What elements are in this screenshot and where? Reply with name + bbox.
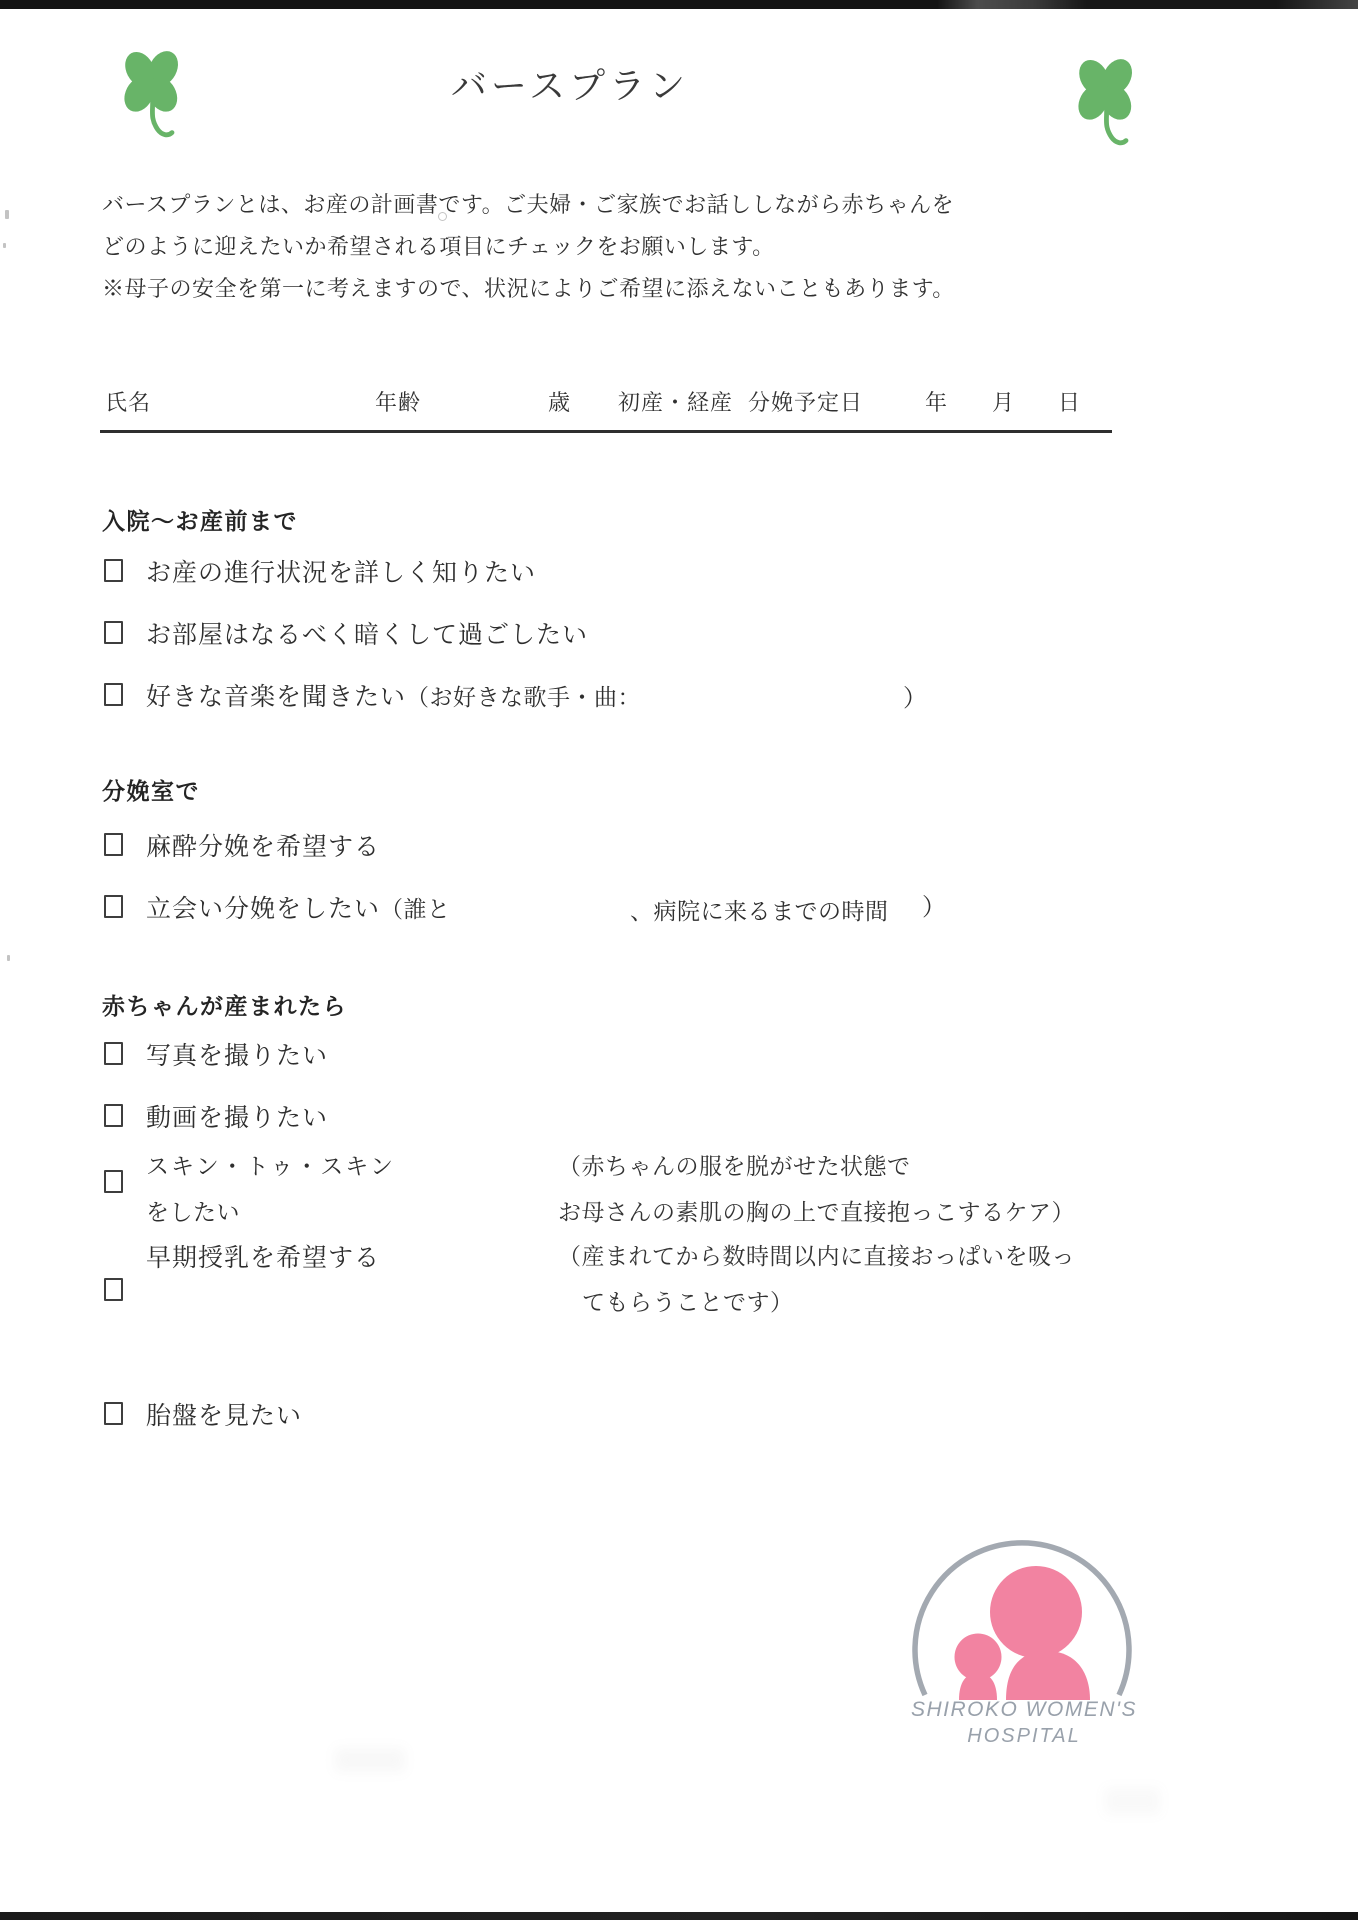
due-year-fill-blank[interactable] [864,384,919,414]
name-fill-blank[interactable] [170,384,365,414]
checkbox-partner-present[interactable] [104,895,123,918]
month-label: 月 [992,390,1016,415]
name-row-underline [100,430,1112,433]
partner-who-fill-blank[interactable] [462,889,622,919]
section-heading-delivery-room: 分娩室で [102,778,200,804]
item-label-early-breastfeeding: 早期授乳を希望する [146,1244,381,1272]
section-heading-after-birth: 赤ちゃんが産まれたら [102,993,347,1019]
scan-artifact-speck [7,955,10,961]
music-close-paren: ） [903,685,927,712]
due-month-fill-blank[interactable] [950,384,988,414]
scan-artifact-smudge [1105,1788,1160,1814]
music-fill-blank[interactable] [640,677,895,707]
partner-close-paren: ） [922,894,946,921]
checkbox-video[interactable] [104,1104,123,1127]
checkbox-music[interactable] [104,683,123,706]
item-label-dark-room: お部屋はなるべく暗くして過ごしたい [146,621,589,649]
section-heading-before-birth: 入院～お産前まで [102,508,298,534]
note-early-breastfeeding-line1: （産まれてから数時間以内に直接おっぱいを吸っ [558,1243,1075,1269]
hospital-name-line2: HOSPITAL [967,1725,1081,1747]
age-label: 年齢 [375,390,422,415]
scan-artifact-speck [5,210,9,219]
checkbox-dark-room[interactable] [104,621,123,644]
clover-icon [112,34,192,156]
parity-label: 初産・経産 [618,390,734,415]
note-skin-to-skin-line1: （赤ちゃんの服を脱がせた状態で [558,1153,911,1179]
item-label-music-main: 好きな音楽を聞きたい [146,683,407,711]
item-label-partner-paren: （誰と [380,896,451,922]
hospital-name-line1: SHIROKO WOMEN'S [910,1698,1138,1721]
due-day-fill-blank[interactable] [1016,384,1054,414]
item-label-skin-to-skin-line1: スキン・トゥ・スキン [146,1153,395,1179]
scan-artifact-smudge [335,1748,405,1772]
intro-paragraph [102,184,1202,310]
name-label: 氏名 [105,390,152,415]
due-date-label: 分娩予定日 [748,390,864,415]
intro-line-2: どのように迎えたいか希望される項目にチェックをお願いします。 [102,234,775,259]
age-fill-blank[interactable] [428,384,540,414]
scan-artifact-speck [3,243,6,248]
hospital-logo [900,1538,1148,1773]
age-unit-label: 歳 [548,390,572,415]
intro-line-1: バースプランとは、お産の計画書です。ご夫婦・ご家族でお話ししながら赤ちゃんを [102,192,955,217]
day-label: 日 [1058,390,1082,415]
item-label-see-placenta: 胎盤を見たい [146,1402,303,1430]
checkbox-early-breastfeeding[interactable] [104,1278,123,1301]
intro-line-3: ※母子の安全を第一に考えますので、状況によりご希望に添えないこともあります。 [102,276,955,301]
checkbox-see-placenta[interactable] [104,1402,123,1425]
item-label-partner-main: 立会い分娩をしたい [146,895,381,923]
checkbox-photos[interactable] [104,1042,123,1065]
checkbox-skin-to-skin[interactable] [104,1170,123,1193]
item-label-skin-to-skin-line2: をしたい [146,1199,240,1225]
item-label-partner-time: 、病院に来るまでの時間 [630,898,889,924]
checkbox-anesthesia[interactable] [104,833,123,856]
item-label-progress-info: お産の進行状況を詳しく知りたい [146,559,537,587]
item-label-music [146,677,641,713]
checkbox-progress-info[interactable] [104,559,123,582]
item-label-music-paren: （お好きな歌手・曲： [406,684,642,710]
clover-icon [1066,42,1146,164]
scan-artifact-top-bar [0,0,1358,9]
year-label: 年 [925,390,949,415]
item-label-partner-present [146,889,451,925]
item-label-video: 動画を撮りたい [146,1104,329,1132]
item-label-anesthesia: 麻酔分娩を希望する [146,833,381,861]
page-title: バースプラン [450,65,690,106]
scan-artifact-dot [438,212,447,221]
item-label-photos: 写真を撮りたい [146,1042,329,1070]
note-skin-to-skin-line2: お母さんの素肌の胸の上で直接抱っこするケア） [558,1199,1075,1225]
note-early-breastfeeding-line2: てもらうことです） [582,1289,794,1315]
scan-artifact-bottom-bar [0,1912,1358,1920]
